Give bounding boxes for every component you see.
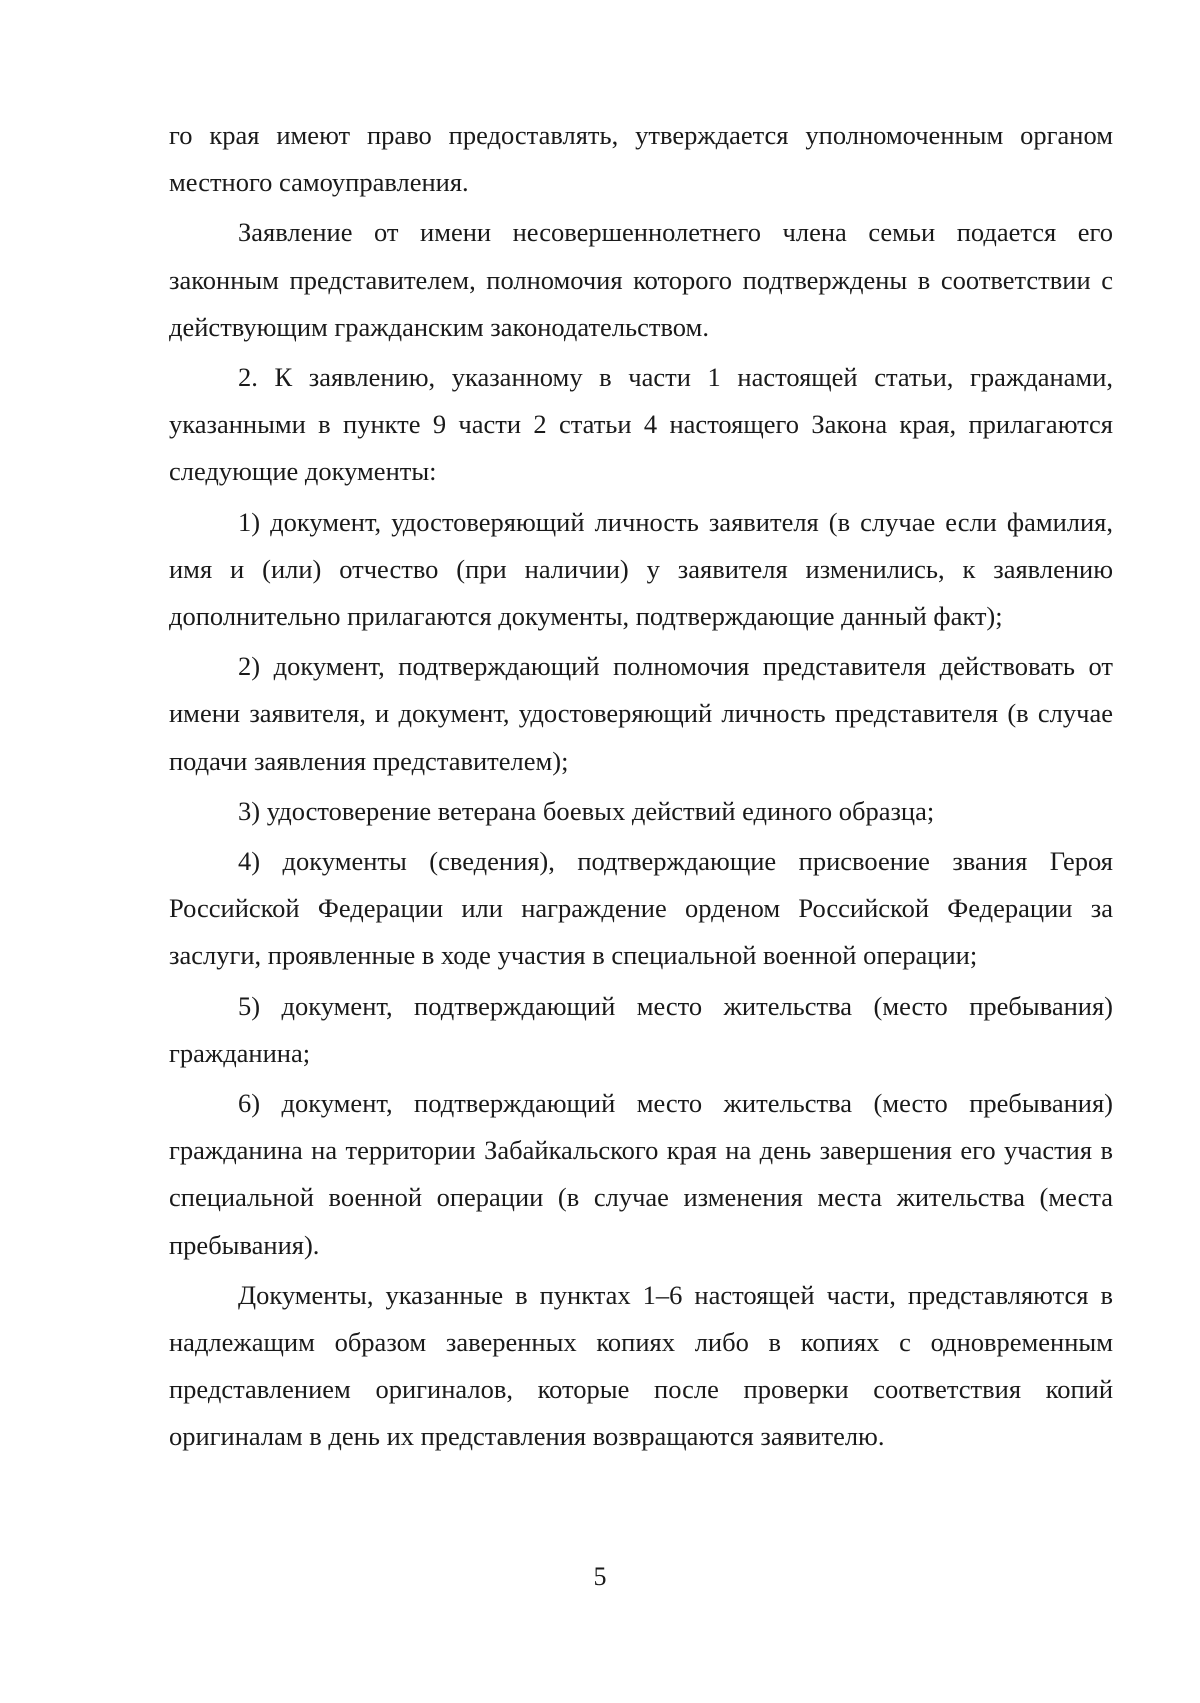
paragraph-continuation: го края имеют право предоставлять, утверждается уполномоченным органом местного самоуправления.	[169, 120, 1113, 198]
paragraph-section-2: 2. К заявлению, указанному в части 1 настоящей статьи, гражданами, указанными в пункте 9 части 2 статьи 4 настоящего Закона края, прилагаются следующие документы:	[169, 362, 1113, 487]
list-item-2: 2) документ, подтверждающий полномочия представителя действовать от имени заявителя, и документ, удостоверяющий личность представителя (в случае подачи заявления представителем);	[169, 651, 1113, 776]
list-item-3: 3) удостоверение ветерана боевых действий единого образца;	[238, 795, 935, 826]
list-item-1: 1) документ, удостоверяющий личность заявителя (в случае если фамилия, имя и (или) отчество (при наличии) у заявителя изменились, к заявлению дополнительно прилагаются документы, подтверждающие данный факт);	[169, 506, 1113, 632]
page-number: 5	[593, 1562, 607, 1591]
list-item-5: 5) документ, подтверждающий место жительства (место пребывания) гражданина;	[169, 990, 1113, 1068]
list-item-4: 4) документы (сведения), подтверждающие присвоение звания Героя Российской Федерации или награждение орденом Российской Федерации за заслуги, проявленные в ходе участия в специальной военной операции;	[169, 846, 1113, 971]
list-item-6: 6) документ, подтверждающий место жительства (место пребывания) гражданина на территории Забайкальского края на день завершения его участия в специальной военной операции (в случае изменения места жительства (места пребывания).	[169, 1088, 1113, 1260]
document-body	[169, 112, 1113, 1464]
paragraph-documents-copies: Документы, указанные в пунктах 1–6 настоящей части, представляются в надлежащим образом заверенных копиях либо в копиях с одновременным представлением оригиналов, которые после проверки соответствия копий оригиналам в день их представления возвращаются заявителю.	[169, 1279, 1113, 1452]
paragraph-minor-applicant: Заявление от имени несовершеннолетнего члена семьи подается его законным представителем, полномочия которого подтверждены в соответствии с действующим гражданским законодательством.	[169, 217, 1113, 342]
